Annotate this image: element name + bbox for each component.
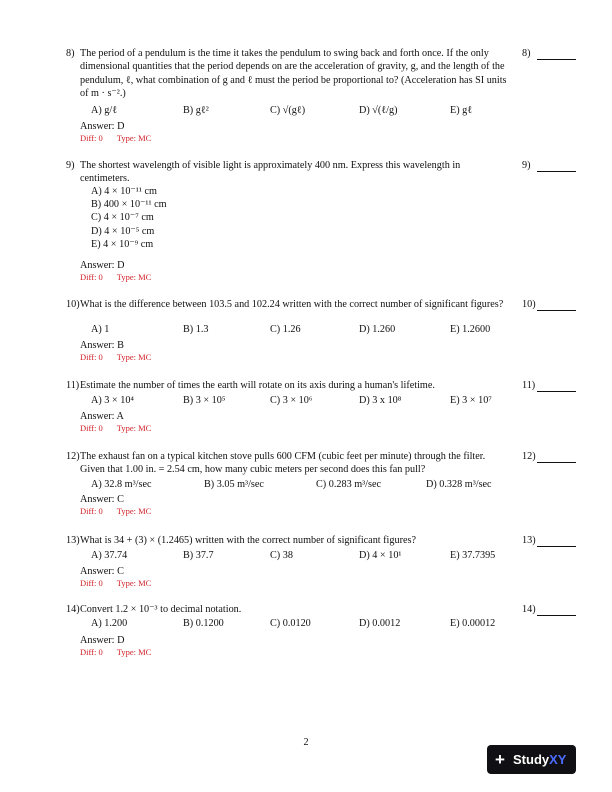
question-number: 11) (66, 380, 80, 391)
type-label: Type: MC (116, 352, 152, 362)
answer-blank-line (537, 615, 576, 616)
type-label: Type: MC (116, 506, 152, 516)
answer-line: Answer: D (80, 260, 125, 271)
option-b: B) 37.7 (183, 550, 214, 561)
answer-blank-line (537, 310, 576, 311)
option-d: D) √(ℓ/g) (359, 105, 398, 116)
question-meta (80, 647, 151, 658)
answer-blank-label: 13) (522, 535, 536, 546)
answer-line: Answer: B (80, 340, 124, 351)
question-number: 12) (66, 451, 80, 462)
question-meta (80, 506, 151, 517)
difficulty-label: Diff: 0 (80, 423, 103, 433)
answer-blank-line (537, 59, 576, 60)
question-stem: Estimate the number of times the earth will rotate on its axis during a human's lifetime. (80, 380, 435, 391)
option-c: C) 3 × 10⁶ (270, 395, 313, 406)
question-stem: The period of a pendulum is the time it takes the pendulum to swing back and forth once. If the only dimensional quantities that the period depends on are the acceleration of gravity, g, and the length of the pendulum, ℓ, what combination of g and ℓ must the period be proportional to? (Acceleration has SI units of m · s⁻².) (80, 48, 507, 99)
page-number: 2 (303, 737, 309, 748)
plus-icon: + (495, 750, 505, 769)
type-label: Type: MC (116, 133, 152, 143)
brand-name-part-1: Study (513, 752, 550, 767)
option-a: A) 1.200 (91, 618, 128, 629)
question-meta (80, 352, 151, 363)
option-c: C) 38 (270, 550, 293, 561)
option-c: C) 1.26 (270, 324, 301, 335)
type-label: Type: MC (116, 647, 152, 657)
option-e: E) 0.00012 (450, 618, 496, 629)
question-meta (80, 423, 151, 434)
difficulty-label: Diff: 0 (80, 352, 103, 362)
option-e: E) 3 × 10⁷ (450, 395, 492, 406)
answer-line: Answer: D (80, 121, 125, 132)
difficulty-label: Diff: 0 (80, 272, 103, 282)
option-b: B) gℓ² (183, 105, 209, 116)
option-c: C) 0.0120 (270, 618, 311, 629)
answer-line: Answer: C (80, 566, 124, 577)
option-b: B) 0.1200 (183, 618, 224, 629)
question-stem: What is the difference between 103.5 and 102.24 written with the correct number of significant figures? (80, 299, 504, 310)
answer-blank-label: 8) (522, 48, 531, 59)
option-e: E) 1.2600 (450, 324, 491, 335)
option-a: A) 32.8 m³/sec (91, 479, 152, 490)
type-label: Type: MC (116, 272, 152, 282)
question-meta (80, 272, 151, 283)
answer-blank-label: 9) (522, 160, 531, 171)
brand-name (513, 745, 566, 774)
question-stem: What is 34 + (3) × (1.2465) written with the correct number of significant figures? (80, 535, 416, 546)
options-column (91, 185, 167, 251)
answer-blank-line (537, 462, 576, 463)
option-a: A) 1 (91, 324, 110, 335)
option-b: B) 1.3 (183, 324, 209, 335)
question-number: 10) (66, 299, 80, 310)
question-meta (80, 133, 151, 144)
difficulty-label: Diff: 0 (80, 133, 103, 143)
question-stem: Convert 1.2 × 10⁻³ to decimal notation. (80, 604, 242, 615)
answer-blank-line (537, 171, 576, 172)
answer-line: Answer: C (80, 494, 124, 505)
option-a: A) 3 × 10⁴ (91, 395, 134, 406)
option-e: E) 4 × 10⁻⁹ cm (91, 238, 154, 250)
option-e: E) gℓ (450, 105, 473, 116)
option-d: D) 4 × 10⁻⁵ cm (91, 225, 155, 237)
question-number: 8) (66, 48, 75, 59)
question-number: 9) (66, 160, 75, 171)
question-meta (80, 578, 151, 589)
question-stem: The shortest wavelength of visible light is approximately 400 nm. Express this wavelength in centimeters. (80, 160, 461, 185)
answer-blank-line (537, 546, 576, 547)
type-label: Type: MC (116, 423, 152, 433)
option-d: D) 1.260 (359, 324, 396, 335)
answer-blank-label: 11) (522, 380, 536, 391)
question-number: 13) (66, 535, 80, 546)
difficulty-label: Diff: 0 (80, 506, 103, 516)
option-b: B) 3.05 m³/sec (204, 479, 264, 490)
option-c: C) 0.283 m³/sec (316, 479, 382, 490)
option-c: C) √(gℓ) (270, 105, 306, 116)
option-c: C) 4 × 10⁻⁷ cm (91, 212, 154, 224)
difficulty-label: Diff: 0 (80, 578, 103, 588)
option-d: D) 3 x 10⁸ (359, 395, 402, 406)
option-d: D) 0.328 m³/sec (426, 479, 492, 490)
difficulty-label: Diff: 0 (80, 647, 103, 657)
option-a: A) 4 × 10⁻¹¹ cm (91, 186, 157, 197)
option-b: B) 3 × 10⁵ (183, 395, 226, 406)
option-e: E) 37.7395 (450, 550, 496, 561)
answer-blank-label: 14) (522, 604, 536, 615)
option-b: B) 400 × 10⁻¹¹ cm (91, 199, 167, 211)
question-stem: The exhaust fan on a typical kitchen stove pulls 600 CFM (cubic feet per minute) through the filter. Given that 1.00 in. = 2.54 cm, how many cubic meters per second does this fan pull? (80, 451, 486, 476)
question-number: 14) (66, 604, 80, 615)
studyxy-logo[interactable] (487, 745, 576, 774)
brand-name-part-2: XY (549, 752, 567, 767)
option-a: A) g/ℓ (91, 105, 118, 116)
answer-blank-label: 10) (522, 299, 536, 310)
option-a: A) 37.74 (91, 550, 128, 561)
option-d: D) 0.0012 (359, 618, 401, 629)
answer-blank-label: 12) (522, 451, 536, 462)
answer-line: Answer: D (80, 635, 125, 646)
answer-line: Answer: A (80, 411, 124, 422)
answer-blank-line (537, 391, 576, 392)
type-label: Type: MC (116, 578, 152, 588)
option-d: D) 4 × 10¹ (359, 550, 402, 561)
